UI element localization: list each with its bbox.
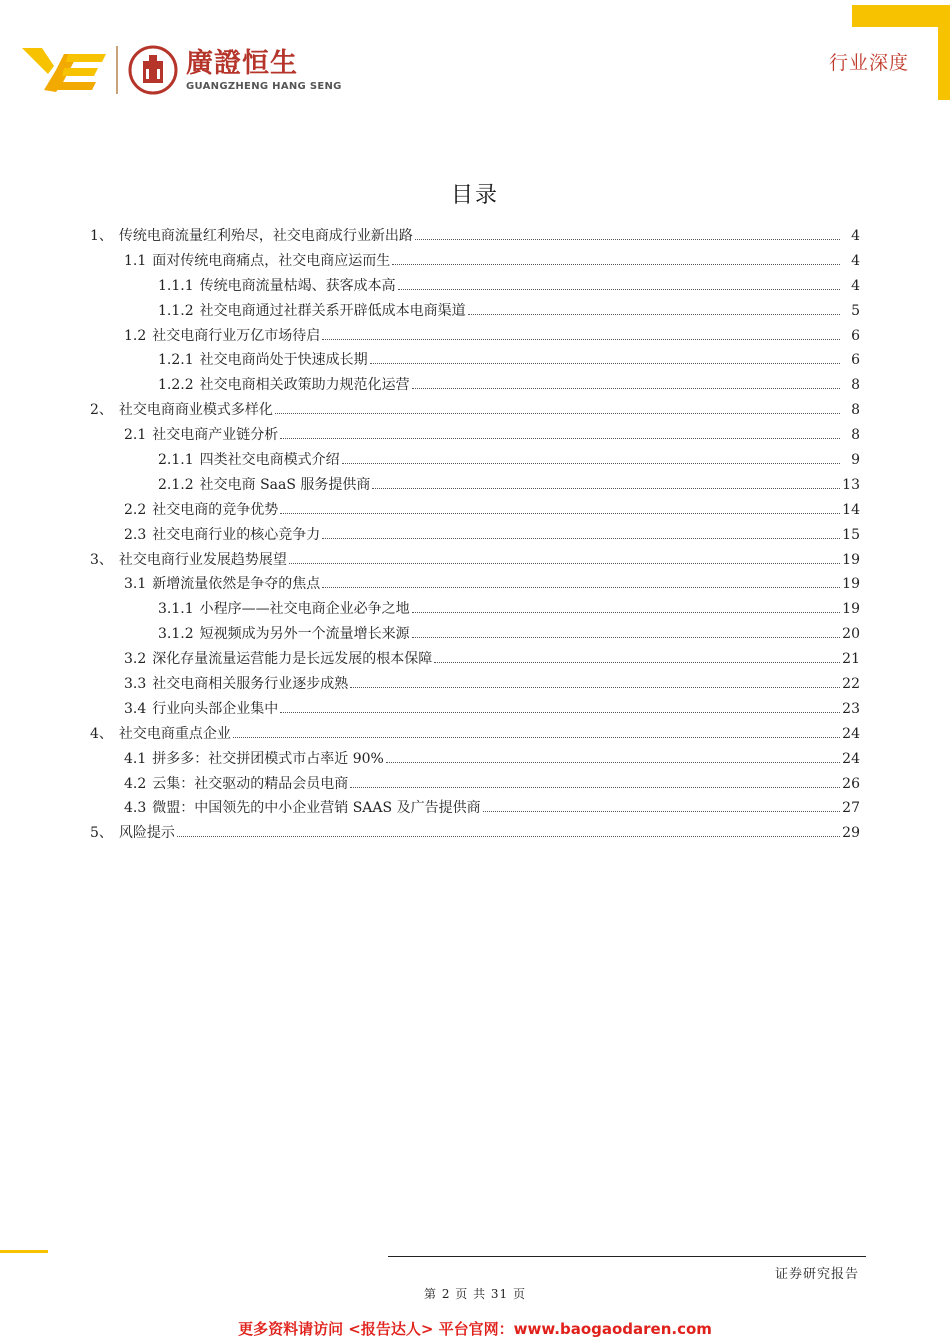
toc-entry[interactable] [90,573,860,598]
toc-entry-page: 24 [842,725,860,742]
toc-entry[interactable] [90,399,860,424]
toc-entry-title: 社交电商商业模式多样化 [118,402,273,419]
toc-leader-dots [280,428,840,439]
toc-entry-number: 3.3 [124,676,147,693]
toc-entry-number: 1.2 [124,327,147,344]
toc-leader-dots [398,279,840,290]
corner-accent-side [938,5,950,100]
toc-entry[interactable] [90,549,860,574]
toc-entry-number: 4、 [90,725,113,742]
toc-entry-number: 2.2 [124,501,147,518]
toc-entry-title: 四类社交电商模式介绍 [199,452,340,469]
toc-entry[interactable] [90,773,860,798]
toc-entry-number: 1.1 [124,252,147,269]
toc-title: 目录 [450,183,499,208]
toc-entry-title: 社交电商尚处于快速成长期 [199,352,368,369]
toc-entry-number: 2.1.1 [158,452,194,469]
brand-name-cn: 廣證恒生 [186,47,298,79]
toc-entry[interactable] [90,822,860,847]
toc-entry-title: 拼多多：社交拼团模式市占率近 90% [152,750,384,767]
toc-entry-title: 社交电商通过社群关系开辟低成本电商渠道 [199,302,466,319]
toc-entry[interactable] [90,698,860,723]
toc-entry-page: 19 [842,576,860,593]
toc-entry-title: 传统电商流量枯竭、获客成本高 [199,277,396,294]
toc-entry-number: 1.2.2 [158,377,194,394]
toc-entry-number: 3.2 [124,651,147,668]
toc-leader-dots [412,378,840,389]
toc-entry-number: 3.1.2 [158,626,194,643]
toc-entry-number: 2.3 [124,526,147,543]
logo-divider [116,46,118,94]
toc-entry[interactable] [90,723,860,748]
toc-entry-page: 13 [842,476,860,493]
toc-leader-dots [177,826,840,837]
toc-leader-dots [275,403,840,414]
toc-entry-title: 社交电商 SaaS 服务提供商 [199,476,371,493]
toc-entry[interactable] [90,499,860,524]
toc-entry-page: 24 [842,750,860,767]
toc-entry-page: 26 [842,775,860,792]
report-label: 证券研究报告 [775,1267,860,1282]
toc-entry[interactable] [90,524,860,549]
toc-entry-title: 社交电商相关服务行业逐步成熟 [152,676,349,693]
toc-entry[interactable] [90,374,860,399]
toc-leader-dots [386,752,840,763]
toc-entry-title: 新增流量依然是争夺的焦点 [152,576,321,593]
toc-leader-dots [280,702,840,713]
toc-leader-dots [233,727,840,738]
toc-leader-dots [370,353,840,364]
toc-entry-number: 2、 [90,402,113,419]
toc-entry-title: 云集：社交驱动的精品会员电商 [152,775,349,792]
toc-leader-dots [392,254,840,265]
toc-entry-number: 5、 [90,825,113,842]
toc-entry-number: 1、 [90,228,113,244]
toc-entry-title: 社交电商相关政策助力规范化运营 [199,377,410,394]
toc-entry-title: 社交电商重点企业 [118,725,231,742]
toc-entry-number: 3、 [90,551,113,568]
corner-accent-top [852,5,950,27]
toc-entry[interactable] [90,748,860,773]
toc-entry-page: 27 [842,800,860,817]
footer-accent [0,1250,48,1253]
toc-leader-dots [415,229,840,240]
toc-entry-title: 风险提示 [118,825,175,842]
toc-entry-page: 29 [842,825,860,842]
toc-entry-number: 1.1.1 [158,277,194,294]
toc-entry-page: 8 [851,402,860,419]
toc-entry[interactable] [90,325,860,350]
footer-divider [388,1256,866,1257]
brand-text [186,49,342,92]
toc-leader-dots [322,528,840,539]
toc-entry-page: 5 [851,302,860,319]
toc-entry-title: 传统电商流量红利殆尽，社交电商成行业新出路 [118,228,413,244]
toc-entry-number: 2.1 [124,427,147,444]
toc-entry-page: 8 [851,427,860,444]
toc-entry-title: 微盟：中国领先的中小企业营销 SAAS 及广告提供商 [152,800,481,817]
toc-entry[interactable] [90,300,860,325]
toc-entry[interactable] [90,474,860,499]
toc-entry[interactable] [90,598,860,623]
toc-entry-page: 8 [851,377,860,394]
toc-entry[interactable] [90,673,860,698]
toc-entry[interactable] [90,449,860,474]
toc-entry-page: 21 [842,651,860,668]
toc-entry[interactable] [90,797,860,822]
toc-entry-number: 3.4 [124,700,147,717]
seal-icon [128,45,178,95]
toc-entry-page: 6 [851,327,860,344]
brand-name-en: GUANGZHENG HANG SENG [186,80,342,92]
toc-entry-number: 2.1.2 [158,476,194,493]
toc-leader-dots [280,503,840,514]
toc-leader-dots [434,652,840,663]
ye-logo-icon [22,44,106,96]
toc-entry[interactable] [90,623,860,648]
industry-tag: 行业深度 [829,52,910,74]
toc-entry-page: 22 [842,676,860,693]
toc-entry-page: 19 [842,551,860,568]
toc-leader-dots [372,478,840,489]
toc-entry-title: 社交电商产业链分析 [152,427,279,444]
toc-leader-dots [468,304,840,315]
toc-leader-dots [412,602,840,613]
toc-leader-dots [342,453,840,464]
toc-entry-page: 9 [851,452,860,469]
toc-entry-number: 1.1.2 [158,302,194,319]
toc-entry-page: 23 [842,700,860,717]
toc-entry-page: 20 [842,626,860,643]
toc-entry-page: 4 [851,228,860,244]
toc-entry-title: 社交电商行业发展趋势展望 [118,551,287,568]
company-logo [22,44,342,96]
toc-entry-number: 3.1 [124,576,147,593]
toc-leader-dots [350,777,840,788]
toc-entry-page: 14 [842,501,860,518]
toc-leader-dots [483,801,840,812]
toc-entry-page: 19 [842,601,860,618]
toc-entry-page: 6 [851,352,860,369]
toc-entry-title: 面对传统电商痛点，社交电商应运而生 [152,252,391,269]
toc-entry-page: 4 [851,252,860,269]
toc-entry[interactable] [90,648,860,673]
toc-entry-title: 深化存量流量运营能力是长远发展的根本保障 [152,651,433,668]
page-count: 第 2 页 共 31 页 [424,1287,526,1301]
toc-entry[interactable] [90,225,860,250]
toc-entry[interactable] [90,250,860,275]
toc-leader-dots [289,553,840,564]
toc-entry-number: 1.2.1 [158,352,194,369]
toc-entry-title: 社交电商的竞争优势 [152,501,279,518]
table-of-contents [90,225,860,847]
toc-leader-dots [322,577,840,588]
toc-entry[interactable] [90,424,860,449]
toc-entry[interactable] [90,349,860,374]
toc-entry-page: 4 [851,277,860,294]
toc-entry-title: 短视频成为另外一个流量增长来源 [199,626,410,643]
promo-link[interactable]: 更多资料请访问 <报告达人> 平台官网：www.baogaodaren.com [238,1320,712,1338]
toc-entry[interactable] [90,275,860,300]
toc-leader-dots [412,627,840,638]
toc-entry-number: 4.1 [124,750,147,767]
toc-entry-title: 社交电商行业的核心竞争力 [152,526,321,543]
toc-leader-dots [350,677,840,688]
toc-leader-dots [322,329,840,340]
toc-entry-page: 15 [842,526,860,543]
toc-entry-title: 社交电商行业万亿市场待启 [152,327,321,344]
toc-entry-number: 3.1.1 [158,601,194,618]
toc-entry-title: 小程序——社交电商企业必争之地 [199,601,410,618]
toc-entry-title: 行业向头部企业集中 [152,700,279,717]
toc-entry-number: 4.2 [124,775,147,792]
toc-entry-number: 4.3 [124,800,147,817]
